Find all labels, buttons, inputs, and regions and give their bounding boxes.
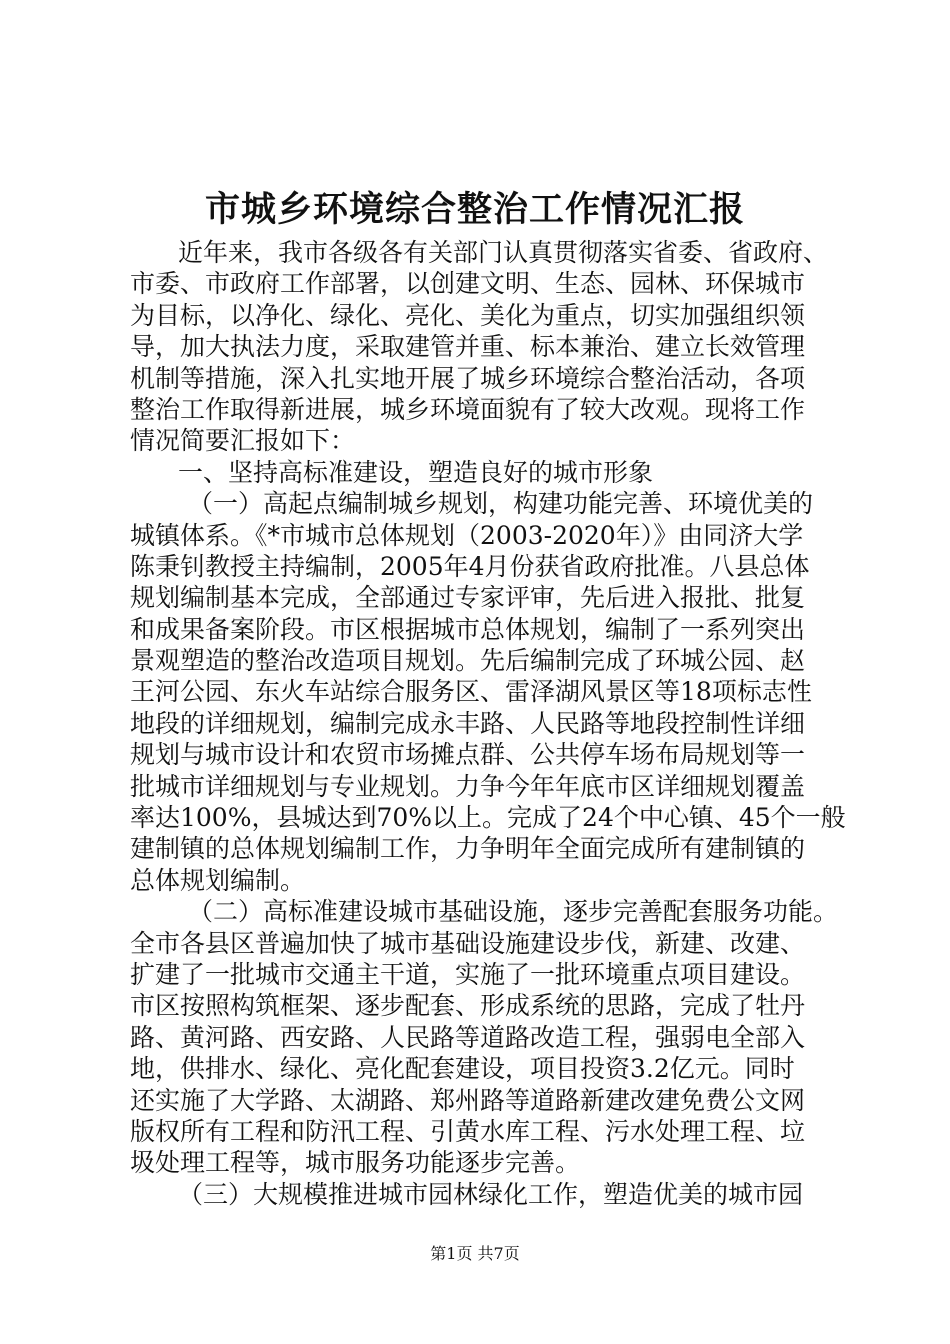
paragraph-line: 情况简要汇报如下：: [130, 426, 356, 456]
paragraph-line: 扩建了一批城市交通主干道，实施了一批环境重点项目建设。: [130, 959, 806, 989]
paragraph-line: 批城市详细规划与专业规划。力争今年年底市区详细规划覆盖: [130, 771, 806, 801]
paragraph-line: 整治工作取得新进展，城乡环境面貌有了较大改观。现将工作: [130, 394, 806, 424]
document-body: [130, 237, 846, 1210]
paragraph-line: 市委、市政府工作部署，以创建文明、生态、园林、环保城市: [130, 269, 806, 299]
paragraph-line: 和成果备案阶段。市区根据城市总体规划，编制了一系列突出: [130, 614, 806, 644]
paragraph-line: 陈秉钊教授主持编制，2005年4月份获省政府批准。八县总体: [130, 551, 810, 581]
paragraph-line: 规划编制基本完成，全部通过专家评审，先后进入报批、批复: [130, 583, 806, 613]
paragraph-line: 城镇体系。《*市城市总体规划（2003-2020年）》由同济大学: [130, 520, 804, 550]
page-number-footer: 第1页 共7页: [430, 1244, 520, 1263]
subsection-heading: （三）大规模推进城市园林绿化工作，塑造优美的城市园: [178, 1179, 804, 1209]
paragraph-line: 机制等措施，深入扎实地开展了城乡环境综合整治活动，各项: [130, 363, 806, 393]
paragraph-line: 地段的详细规划，编制完成永丰路、人民路等地段控制性详细: [130, 708, 806, 738]
paragraph-line: 率达100%，县城达到70%以上。完成了24个中心镇、45个一般: [130, 803, 846, 833]
paragraph-line: 还实施了大学路、太湖路、郑州路等道路新建改建免费公文网: [130, 1085, 806, 1115]
section-heading: 一、坚持高标准建设，塑造良好的城市形象: [178, 457, 654, 487]
paragraph-line: 全市各县区普遍加快了城市基础设施建设步伐，新建、改建、: [130, 928, 806, 958]
paragraph-line: 规划与城市设计和农贸市场摊点群、公共停车场布局规划等一: [130, 740, 806, 770]
paragraph-line: 地，供排水、绿化、亮化配套建设，项目投资3.2亿元。同时: [130, 1054, 795, 1084]
paragraph-line: 景观塑造的整治改造项目规划。先后编制完成了环城公园、赵: [130, 646, 806, 676]
paragraph-line: 路、黄河路、西安路、人民路等道路改造工程，强弱电全部入: [130, 1022, 806, 1052]
paragraph-line: 版权所有工程和防汛工程、引黄水库工程、污水处理工程、垃: [130, 1116, 806, 1146]
paragraph-line: 市区按照构筑框架、逐步配套、形成系统的思路，完成了牡丹: [130, 991, 806, 1021]
paragraph-line: 建制镇的总体规划编制工作，力争明年全面完成所有建制镇的: [130, 834, 806, 864]
paragraph-line: 为目标，以净化、绿化、亮化、美化为重点，切实加强组织领: [130, 300, 806, 330]
paragraph-line: 导，加大执法力度，采取建管并重、标本兼治、建立长效管理: [130, 332, 806, 362]
paragraph-line: 王河公园、东火车站综合服务区、雷泽湖风景区等18项标志性: [130, 677, 812, 707]
subsection-heading: （二）高标准建设城市基础设施，逐步完善配套服务功能。: [188, 897, 839, 927]
paragraph-line: 圾处理工程等，城市服务功能逐步完善。: [130, 1148, 581, 1178]
subsection-heading: （一）高起点编制城乡规划，构建功能完善、环境优美的: [188, 489, 814, 519]
paragraph-line: 总体规划编制。: [130, 865, 306, 895]
paragraph-line: 近年来，我市各级各有关部门认真贯彻落实省委、省政府、: [178, 238, 829, 267]
document-title: 市城乡环境综合整治工作情况汇报: [204, 189, 745, 230]
